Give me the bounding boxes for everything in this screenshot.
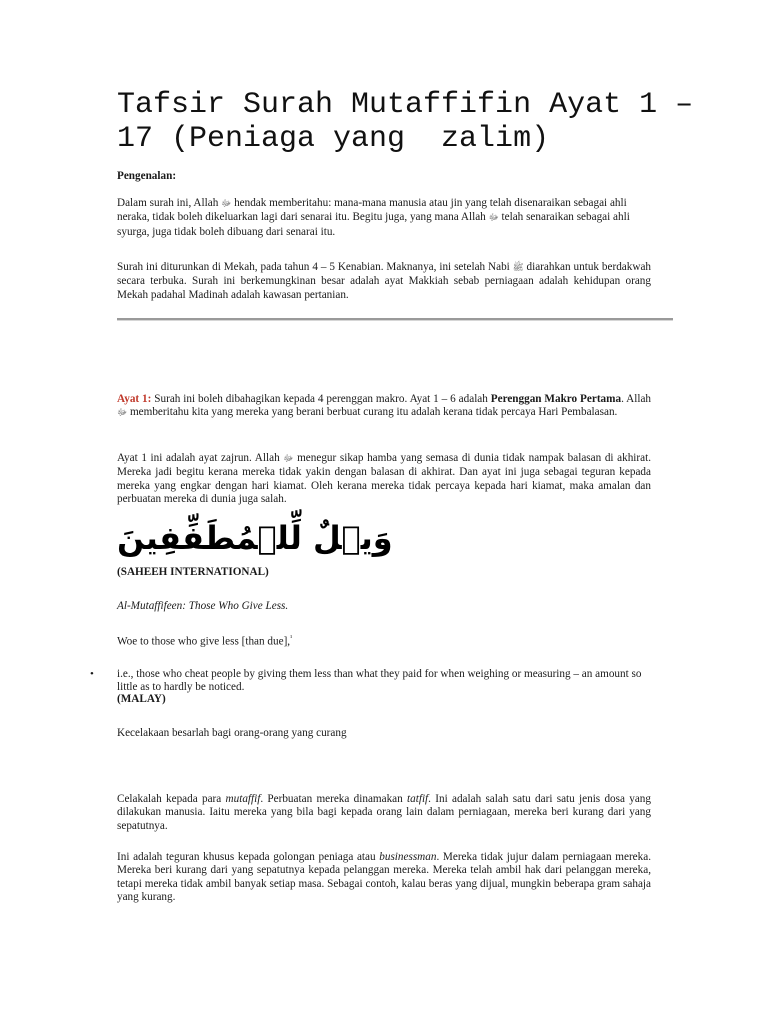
translation-english (117, 632, 651, 649)
term-tatfif: tatfif (407, 793, 429, 805)
ayat1-p2-text-b: menegur sikap hamba yang semasa di dunia tidak nampak balasan di akhirat. Mereka jadi begitu kerana mereka tidak yakin dengan balasan di akhirat. Dan ayat ini juga sebagai teguran kepada mereka yang engkar dengan hari kiamat. Oleh kerana mereka tidak percaya kepada hari kiamat, maka amalan dan perbuatan mereka di dunia juga salah. (117, 452, 652, 506)
teguran-text-a: Ini adalah teguran khusus kepada golongan peniaga atau (117, 851, 380, 863)
ayat1-text-c: memberitahu kita yang mereka yang berani berbuat curang itu adalah kerana tidak percaya Hari Pembalasan. (127, 406, 618, 419)
celakalah-text-a: Celakalah kepada para (117, 793, 226, 805)
page-title (117, 88, 697, 156)
nabi-glyph-icon: ﷺ (512, 263, 524, 273)
intro-p2-text-b: diarahkan untuk berdakwah secara terbuka. Surah ini berkemungkinan besar adalah ayat Makkiah sebab perniagaan adalah kehidupan orang Mekah padahal Madinah adalah kawasan pertanian. (117, 261, 652, 301)
ayat1-paragraph (117, 393, 651, 421)
celakalah-text-c: . Ini adalah salah satu dari satu jenis dosa yang dilakukan manusia. Iaitu mereka yang bila bagi kepada orang lain dalam perniagaan, mereka beri kurang dari yang sepatutnya. (117, 793, 651, 832)
footnote-marker: ¹ (290, 634, 293, 642)
intro-p1-text-b: hendak memberitahu: mana-mana manusia atau jin yang telah disenaraikan sebagai ahli neraka, tidak boleh dikeluarkan lagi dari senarai itu. Begitu juga, yang mana Allah (117, 197, 627, 224)
intro-p1-text-c: telah senaraikan sebagai ahli syurga, juga tidak boleh dibuang dari senarai itu. (117, 211, 630, 238)
arabic-verse: وَيۡلٌ لِّلۡمُطَفِّفِينَ (117, 519, 393, 557)
intro-paragraph-2 (117, 261, 651, 302)
surah-name-english: Al-Mutaffifeen: Those Who Give Less. (117, 600, 289, 612)
teguran-paragraph (117, 851, 651, 905)
malay-heading: (MALAY) (117, 693, 166, 705)
allah-glyph-icon: ﷻ (488, 213, 499, 224)
ayat1-text-a: Surah ini boleh dibahagikan kepada 4 perenggan makro. Ayat 1 – 6 adalah (151, 393, 491, 405)
ayat1-paragraph-2 (117, 452, 651, 507)
celakalah-paragraph (117, 793, 651, 833)
bullet-icon: • (90, 668, 94, 680)
intro-paragraph-1 (117, 197, 651, 239)
teguran-text-b: . Mereka tidak jujur dalam perniagaan mereka. Mereka beri kurang dari yang sepatutnya kepada pelanggan mereka. Mereka telah ambil hak dari pelanggan mereka, tetapi mereka tidak ambil banyak setiap masa. Sebagai contoh, kalau beras yang dijual, mungkin beberapa gram sahaja yang kurang. (117, 851, 651, 904)
intro-p2-text-a: Surah ini diturunkan di Mekah, pada tahun 4 – 5 Kenabian. Maknanya, ini setelah Nabi (117, 261, 513, 273)
saheeh-heading: (SAHEEH INTERNATIONAL) (117, 566, 269, 578)
perenggan-makro-label: Perenggan Makro Pertama (490, 393, 622, 405)
footnote-text: i.e., those who cheat people by giving them less than what they paid for when weighing or measuring – an amount so little as to hardly be noticed. (117, 668, 642, 694)
intro-p1-text-a: Dalam surah ini, Allah (117, 197, 222, 209)
translation-english-text: Woe to those who give less [than due], (117, 635, 291, 648)
celakalah-text-b: . Perbuatan mereka dinamakan (260, 793, 408, 805)
ayat1-p2-text-a: Ayat 1 ini adalah ayat zajrun. Allah (117, 452, 284, 464)
allah-glyph-icon: ﷻ (221, 199, 232, 209)
translation-malay: Kecelakaan besarlah bagi orang-orang yang curang (117, 727, 347, 739)
term-businessman: businessman (379, 851, 437, 863)
pengenalan-heading: Pengenalan: (117, 170, 177, 182)
allah-glyph-icon: ﷻ (117, 408, 128, 419)
title-line-1: Tafsir Surah Mutaffifin Ayat 1 – (117, 88, 694, 122)
ayat1-label: Ayat 1: (117, 393, 152, 405)
allah-glyph-icon: ﷻ (283, 454, 294, 464)
section-divider (117, 318, 673, 321)
ayat1-text-b: . Allah (621, 393, 651, 405)
term-mutaffif: mutaffif (225, 793, 261, 805)
title-line-2: 17 (Peniaga yang zalim) (117, 122, 550, 156)
